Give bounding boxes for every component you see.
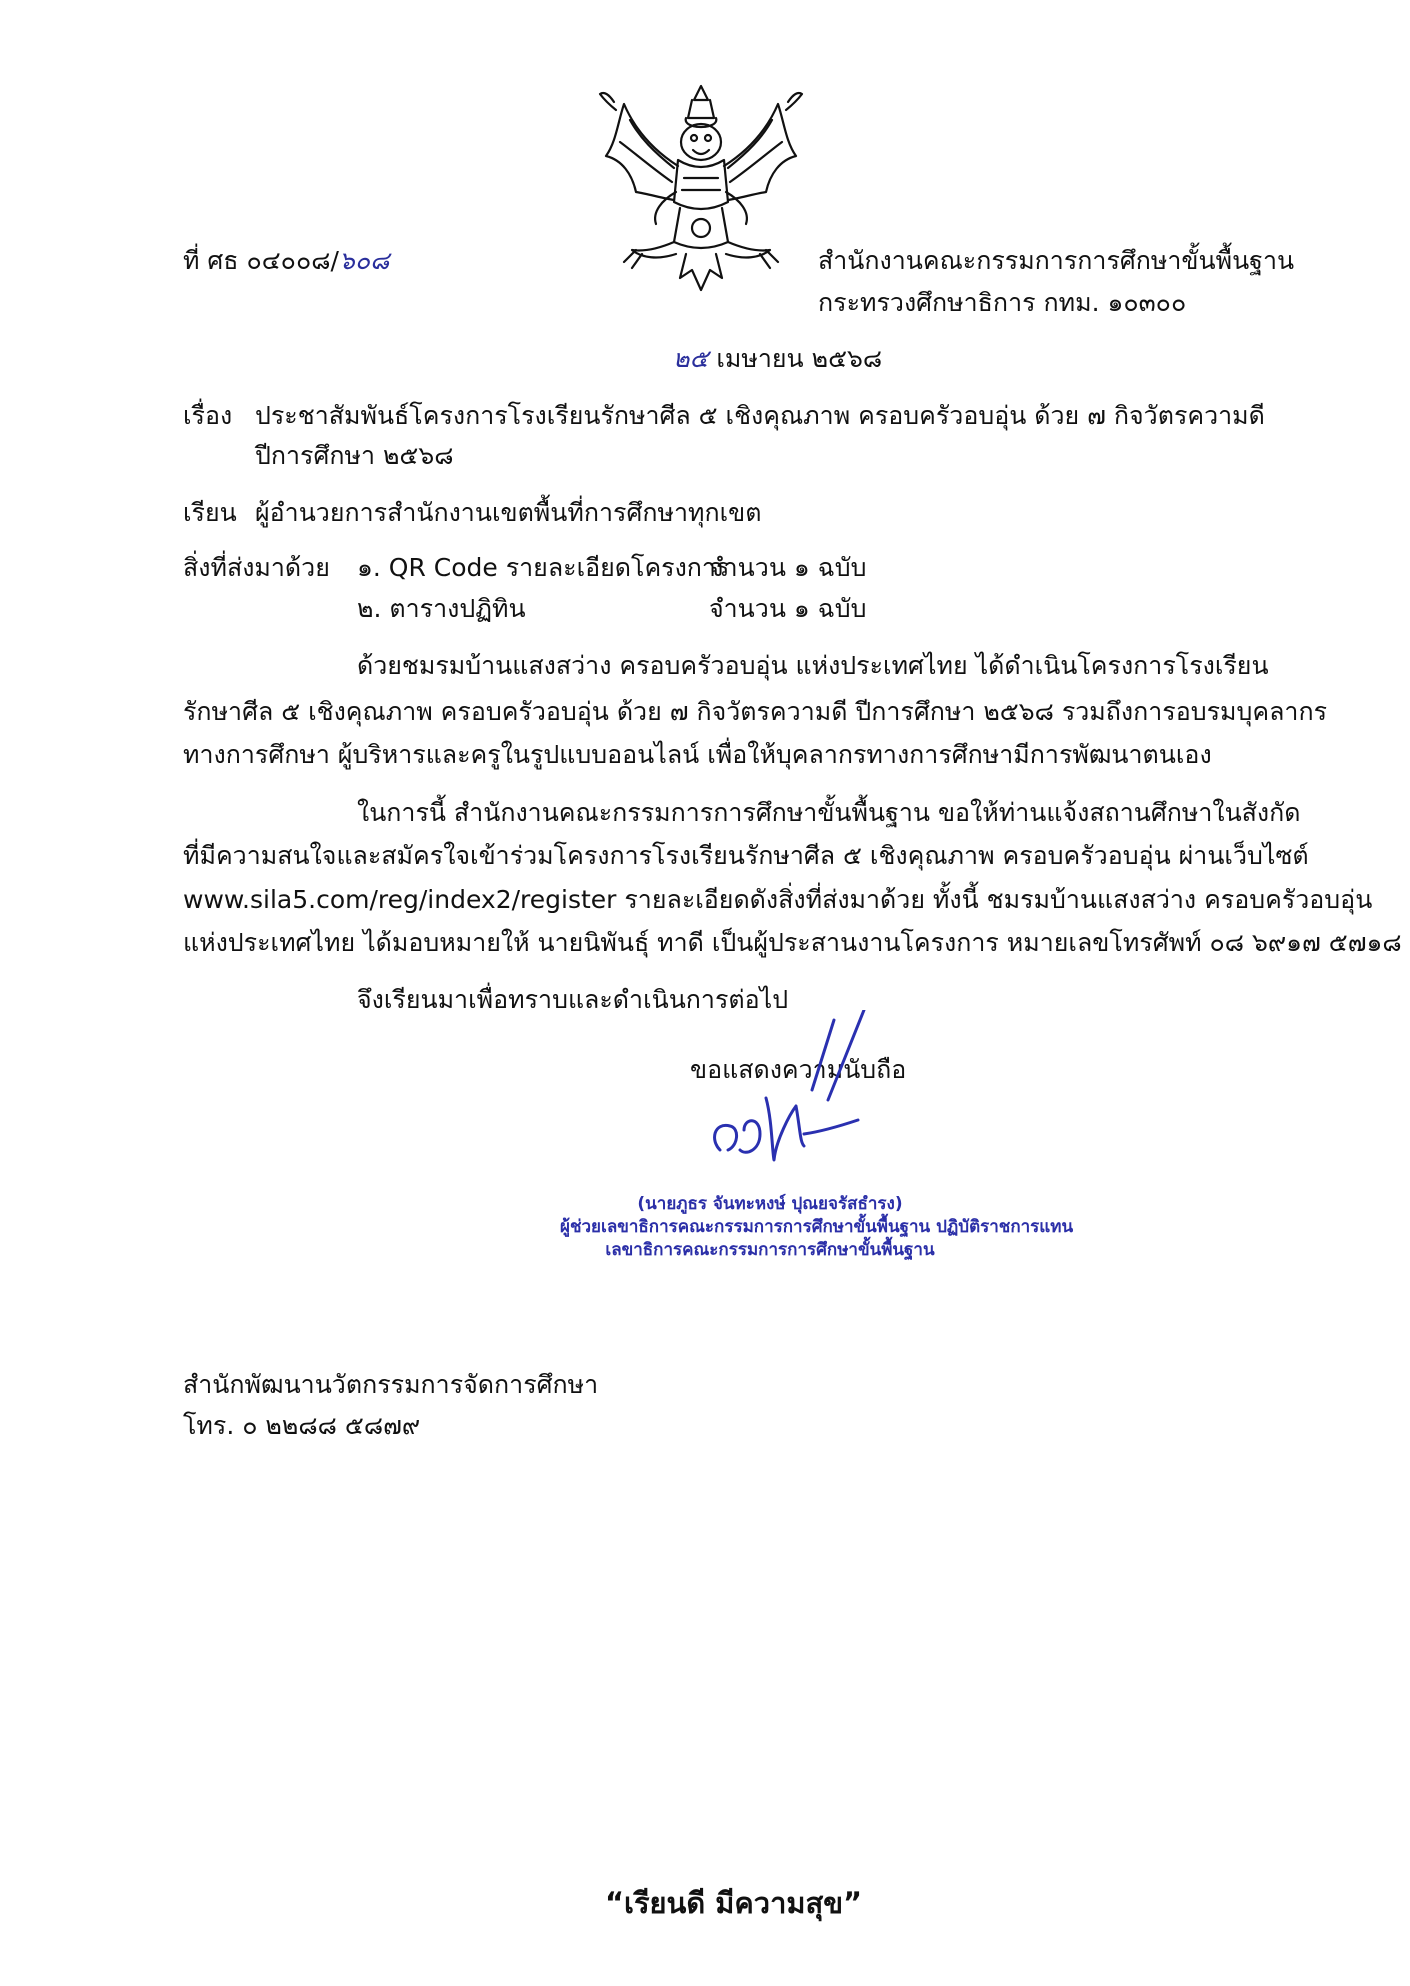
- subject-line-1: ประชาสัมพันธ์โครงการโรงเรียนรักษาศีล ๕ เชิงคุณภาพ ครอบครัวอบอุ่น ด้วย ๗ กิจวัตรความดี: [255, 401, 1265, 430]
- date-month-year: เมษายน ๒๕๖๘: [716, 344, 883, 373]
- enclosures-label: สิ่งที่ส่งมาด้วย: [183, 553, 330, 582]
- subject-label: เรื่อง: [183, 401, 233, 430]
- signatory-position-2: เลขาธิการคณะกรรมการการศึกษาขั้นพื้นฐาน: [605, 1240, 935, 1260]
- motto: “เรียนดี มีความสุข”: [605, 1886, 863, 1920]
- enclosure-item-2: ๒. ตารางปฏิทิน: [357, 594, 526, 623]
- body-p2-line-1: ในการนี้ สำนักงานคณะกรรมการการศึกษาขั้นพื้นฐาน ขอให้ท่านแจ้งสถานศึกษาในสังกัด: [357, 798, 1301, 827]
- reference-number: [183, 246, 389, 276]
- garuda-emblem-icon: [596, 82, 806, 298]
- salutation: ขอแสดงความนับถือ: [690, 1055, 907, 1084]
- to-value: ผู้อำนวยการสำนักงานเขตพื้นที่การศึกษาทุกเขต: [255, 498, 762, 527]
- footer-phone: โทร. ๐ ๒๒๘๘ ๕๘๗๙: [183, 1411, 421, 1440]
- reference-label: ที่ ศธ ๐๔๐๐๘/: [183, 246, 339, 275]
- issuer-line-2: กระทรวงศึกษาธิการ กทม. ๑๐๓๐๐: [818, 288, 1187, 317]
- signatory-block: [560, 1193, 1074, 1262]
- handwritten-signature-icon: [700, 1010, 900, 1180]
- subject-line-2: ปีการศึกษา ๒๕๖๘: [255, 441, 454, 470]
- letter-date: [673, 344, 882, 374]
- signatory-name: (นายภูธร จันทะหงษ์ ปุณยจรัสธำรง): [637, 1194, 903, 1214]
- closing-line: จึงเรียนมาเพื่อทราบและดำเนินการต่อไป: [357, 985, 789, 1014]
- reference-number-handwritten: ๖๐๘: [338, 246, 390, 275]
- body-p1-line-2: รักษาศีล ๕ เชิงคุณภาพ ครอบครัวอบอุ่น ด้วย ๗ กิจวัตรความดี ปีการศึกษา ๒๕๖๘ รวมถึงการอบรมบุคลากร: [183, 697, 1328, 726]
- body-p2-line-4: แห่งประเทศไทย ได้มอบหมายให้ นายนิพันธุ์ ทาดี เป็นผู้ประสานงานโครงการ หมายเลขโทรศัพท์ ๐๘ ๖๙๑๗ ๕๗๑๘: [183, 928, 1402, 957]
- body-p1-line-3: ทางการศึกษา ผู้บริหารและครูในรูปแบบออนไลน์ เพื่อให้บุคลากรทางการศึกษามีการพัฒนาตนเอง: [183, 740, 1212, 769]
- issuer-line-1: สำนักงานคณะกรรมการการศึกษาขั้นพื้นฐาน: [818, 246, 1295, 275]
- enclosure-qty-2: จำนวน ๑ ฉบับ: [709, 594, 867, 623]
- body-p2-line-3: www.sila5.com/reg/index2/register รายละเอียดดังสิ่งที่ส่งมาด้วย ทั้งนี้ ชมรมบ้านแสงสว่าง ครอบครัวอบอุ่น: [183, 885, 1373, 914]
- to-label: เรียน: [183, 498, 237, 527]
- date-day-handwritten: ๒๕: [673, 344, 709, 373]
- body-p2-line-2: ที่มีความสนใจและสมัครใจเข้าร่วมโครงการโรงเรียนรักษาศีล ๕ เชิงคุณภาพ ครอบครัวอบอุ่น ผ่านเว็บไซต์: [183, 841, 1309, 870]
- enclosure-item-1: ๑. QR Code รายละเอียดโครงการ: [357, 553, 730, 582]
- footer-office: สำนักพัฒนานวัตกรรมการจัดการศึกษา: [183, 1370, 599, 1399]
- body-p1-line-1: ด้วยชมรมบ้านแสงสว่าง ครอบครัวอบอุ่น แห่งประเทศไทย ได้ดำเนินโครงการโรงเรียน: [357, 651, 1269, 680]
- signatory-position-1: ผู้ช่วยเลขาธิการคณะกรรมการการศึกษาขั้นพื้นฐาน ปฏิบัติราชการแทน: [560, 1217, 1074, 1237]
- enclosure-qty-1: จำนวน ๑ ฉบับ: [709, 553, 867, 582]
